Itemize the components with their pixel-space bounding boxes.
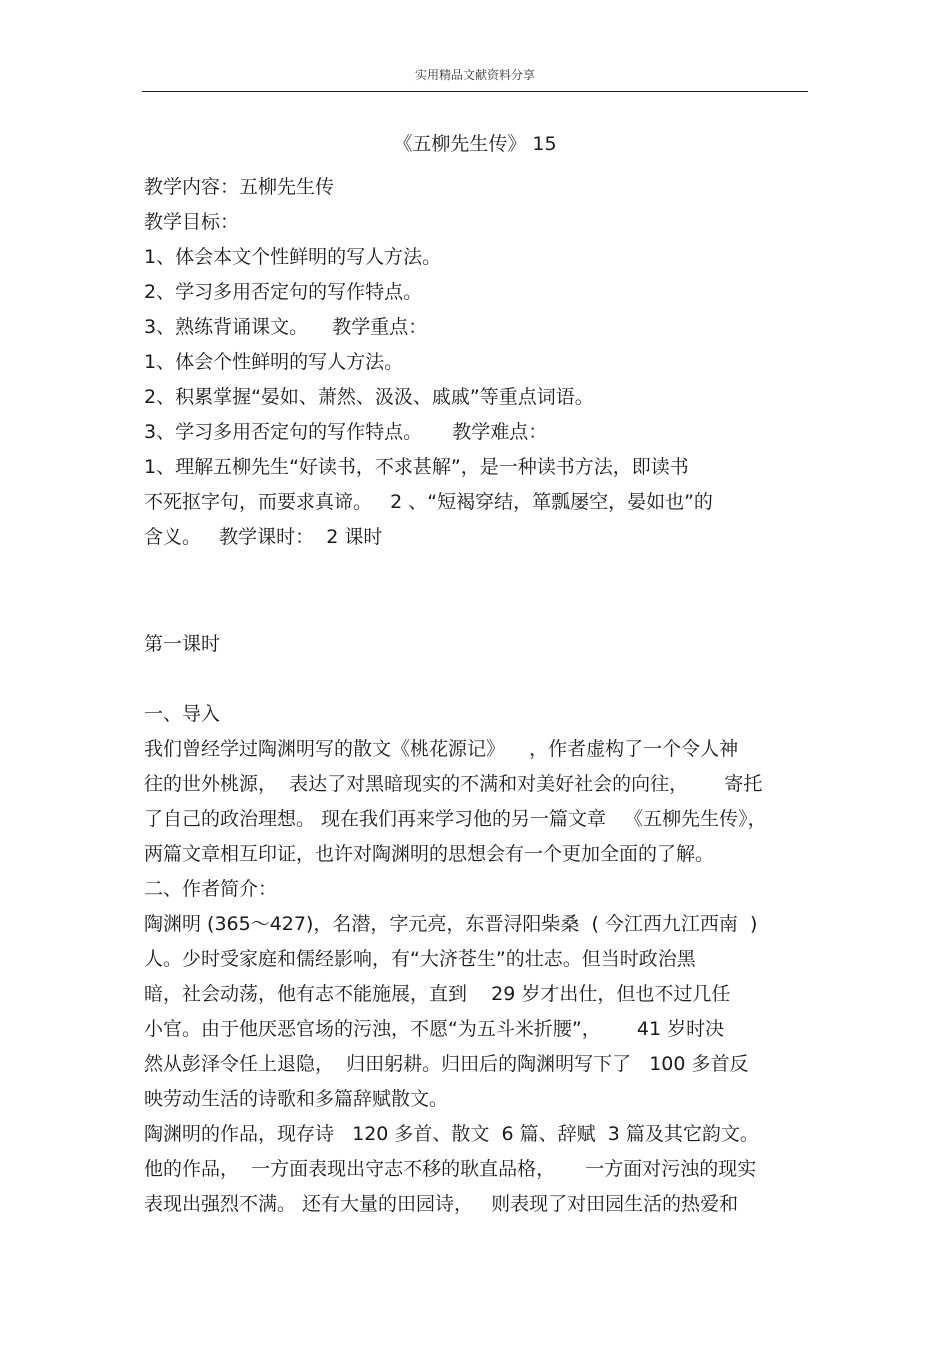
text-line: 往的世外桃源， 表达了对黑暗现实的不满和对美好社会的向往， 寄托 xyxy=(144,773,763,795)
text-line: 1、理解五柳先生“好读书，不求甚解”，是一种读书方法，即读书 xyxy=(144,456,689,478)
text-line: 1、体会个性鲜明的写人方法。 xyxy=(144,351,404,373)
header-divider xyxy=(142,91,808,92)
text-line: 2、积累掌握“晏如、萧然、汲汲、戚戚”等重点词语。 xyxy=(144,386,594,408)
text-line: 他的作品， 一方面表现出守志不移的耿直品格， 一方面对污浊的现实 xyxy=(144,1158,757,1180)
text-line: 2、学习多用否定句的写作特点。 xyxy=(144,281,423,303)
text-line: 1、体会本文个性鲜明的写人方法。 xyxy=(144,246,442,268)
page-header: 实用精品文献资料分享 xyxy=(414,68,535,82)
text-line: 两篇文章相互印证，也许对陶渊明的思想会有一个更加全面的了解。 xyxy=(144,843,715,865)
text-line: 我们曾经学过陶渊明写的散文《桃花源记》 ，作者虚构了一个令人神 xyxy=(144,738,739,760)
text-line: 教学内容：五柳先生传 xyxy=(144,176,335,198)
text-line: 陶渊明 (365～427)，名潜，字元亮，东晋浔阳柴桑 ( 今江西九江西南 ) xyxy=(144,913,758,935)
text-line: 了自己的政治理想。 现在我们再来学习他的另一篇文章 《五柳先生传》， xyxy=(144,808,767,830)
text-line: 教学目标： xyxy=(144,211,240,233)
text-line: 3、学习多用否定句的写作特点。 教学难点： xyxy=(144,421,548,443)
text-line: 陶渊明的作品，现存诗 120 多首、散文 6 篇、辞赋 3 篇及其它韵文。 xyxy=(144,1123,759,1145)
document-title: 《五柳先生传》 15 xyxy=(393,133,557,155)
section-heading: 第一课时 xyxy=(144,633,221,655)
text-line: 含义。 教学课时： 2 课时 xyxy=(144,526,383,548)
section-heading: 二、作者简介： xyxy=(144,878,278,900)
text-line: 然从彭泽令任上退隐， 归田躬耕。归田后的陶渊明写下了 100 多首反 xyxy=(144,1053,749,1075)
text-line: 不死抠字句，而要求真谛。 2 、“短褐穿结，箪瓢屡空，晏如也”的 xyxy=(144,491,713,513)
text-line: 表现出强烈不满。 还有大量的田园诗， 则表现了对田园生活的热爱和 xyxy=(144,1193,739,1215)
text-line: 小官。由于他厌恶官场的污浊，不愿“为五斗米折腰”， 41 岁时决 xyxy=(144,1018,725,1040)
section-heading: 一、导入 xyxy=(144,703,221,725)
text-line: 3、熟练背诵课文。 教学重点： xyxy=(144,316,428,338)
text-line: 映劳动生活的诗歌和多篇辞赋散文。 xyxy=(144,1088,449,1110)
text-line: 人。少时受家庭和儒经影响，有“大济苍生”的壮志。但当时政治黑 xyxy=(144,948,696,970)
text-line: 暗，社会动荡，他有志不能施展，直到 29 岁才出仕，但也不过几任 xyxy=(144,983,731,1005)
